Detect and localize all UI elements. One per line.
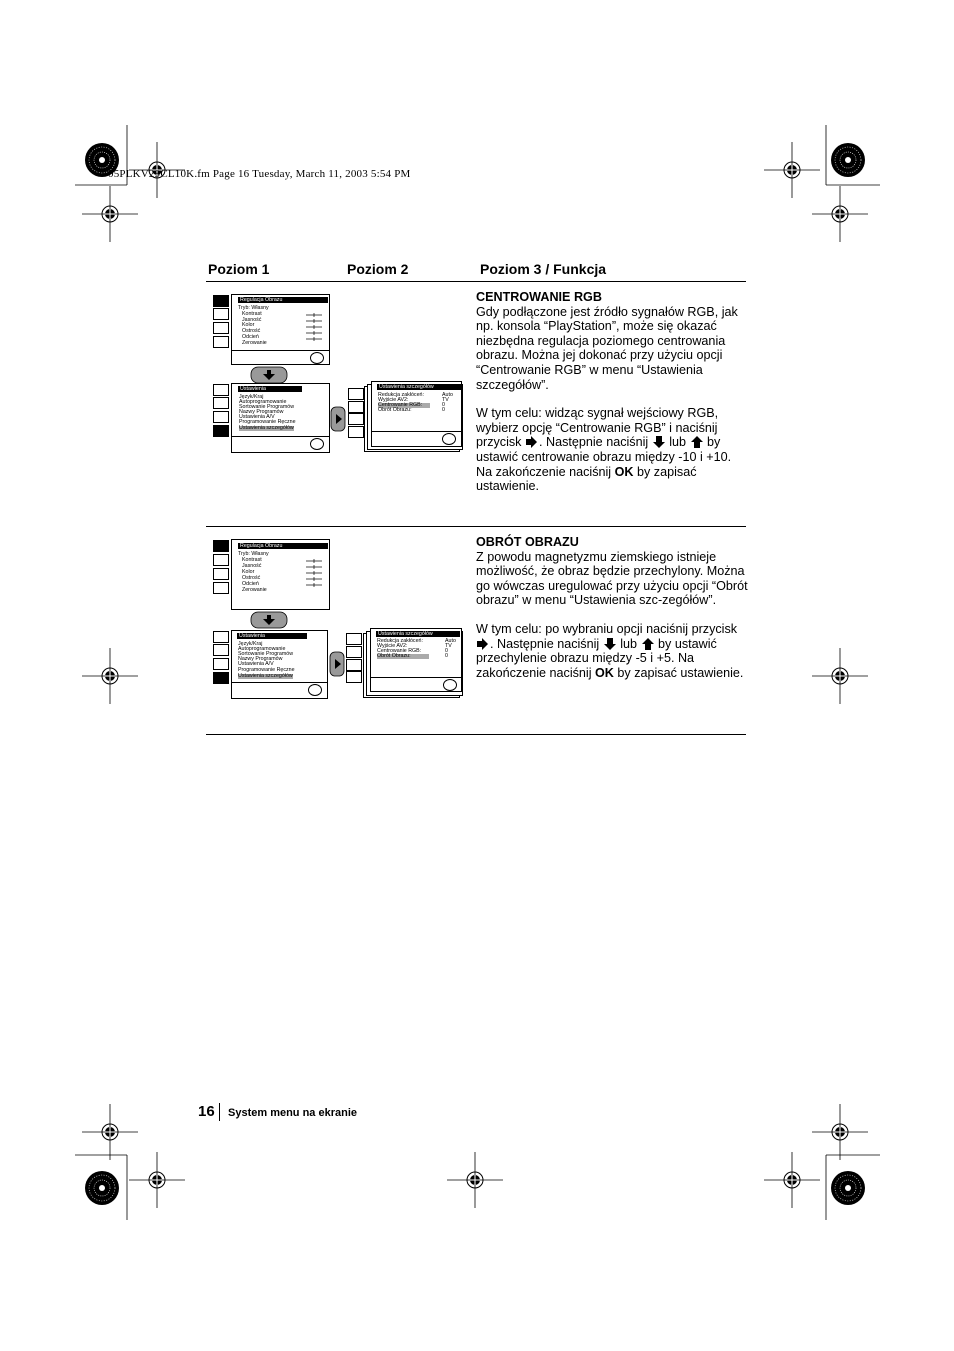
menu-item: Ostrość	[242, 575, 261, 581]
menu-item: Nazwy Programów	[239, 409, 284, 415]
picture-menu-icon	[213, 384, 229, 396]
ok-label: OK	[614, 464, 634, 479]
timer-menu-icon	[213, 568, 229, 580]
timer-menu-icon	[346, 659, 362, 671]
picture-menu-screen	[231, 539, 330, 610]
setup-menu-icon	[213, 672, 229, 684]
menu-item: Jasność	[242, 317, 262, 323]
arrow-right-icon	[476, 638, 490, 650]
detail-menu-screen	[371, 381, 462, 447]
menu-value: Auto	[442, 392, 453, 398]
menu-title: Ustawienia szczegółów	[376, 631, 460, 637]
menu-item: Programowanie Ręczne	[239, 419, 296, 425]
picture-menu-icon	[213, 540, 229, 552]
column-heading-level2: Poziom 2	[347, 261, 409, 277]
menu-item: Język/Kraj	[239, 394, 264, 400]
menu-title: Regulacja Obrazu	[238, 297, 328, 303]
menu-item: Ustawienia A/V	[239, 414, 275, 420]
menu-item: Język/Kraj	[238, 641, 263, 647]
setup-menu-screen	[231, 630, 328, 699]
setup-menu-icon	[346, 671, 362, 683]
section1-paragraph2	[476, 406, 748, 494]
arrow-right-icon	[525, 436, 539, 448]
footer-divider	[219, 1103, 220, 1121]
menu-item: Jasność	[242, 563, 262, 569]
setup-menu-icon	[213, 425, 229, 437]
text-fragment: . Następnie naciśnij	[538, 435, 649, 450]
menu-item: Kontrast	[242, 557, 262, 563]
section2-paragraph2	[476, 622, 748, 680]
menu-item: Obrót Obrazu:	[378, 407, 412, 413]
menu-item: Sortowanie Programów	[238, 651, 294, 657]
menu-value: TV	[442, 397, 449, 403]
menu-value: 0	[445, 648, 448, 654]
sound-menu-icon	[348, 401, 364, 413]
menu-item: Autoprogramowanie	[239, 399, 287, 405]
slider-bars	[304, 313, 324, 347]
arrow-down-icon	[603, 638, 617, 650]
menu-value: 0	[445, 653, 448, 659]
setup-menu-icon	[348, 426, 364, 438]
detail-menu-screen	[370, 628, 462, 692]
arrow-right-icon	[329, 651, 345, 677]
menu-item: Ostrość	[242, 328, 261, 334]
column-heading-level3: Poziom 3 / Funkcja	[480, 261, 607, 277]
sound-menu-icon	[213, 554, 229, 566]
column-heading-level1: Poziom 1	[208, 261, 270, 277]
section1-paragraph1: Gdy podłączone jest źródło sygnałów RGB, jak np. konsola “PlayStation”, może się okazać niezbędna regulacja poziomego centrowania obrazu. Można jej dokonać przy użyciu opcji “Centrowanie RGB” w menu “Ustawienia szczegółów”.	[476, 304, 738, 392]
menu-item: Redukcja zakłóceń:	[378, 392, 424, 398]
timer-menu-icon	[213, 658, 229, 670]
menu-item-selected: Centrowanie RGB:	[378, 403, 430, 408]
picture-menu-icon	[346, 633, 362, 645]
menu-item: Autoprogramowanie	[238, 646, 286, 652]
text-fragment: W tym celu: widząc sygnał wejściowy RGB, wybierz opcję “Centrowanie RGB” i naciśnij przycisk	[476, 406, 719, 450]
picture-menu-icon	[213, 295, 229, 307]
menu-title: Ustawienia szczegółów	[377, 384, 461, 390]
file-header: 05PLKV29CL10K.fm Page 16 Tuesday, March 11, 2003 5:54 PM	[108, 168, 411, 180]
setup-menu-screen	[231, 383, 330, 453]
arrow-up-icon	[641, 638, 655, 650]
menu-title: Ustawienia	[237, 633, 307, 639]
menu-value: Auto	[445, 638, 456, 644]
menu-title: Regulacja Obrazu	[238, 543, 328, 549]
menu-item: Kolor	[242, 322, 255, 328]
picture-menu-icon	[213, 631, 229, 643]
text-fragment: by zapisać ustawienie.	[617, 665, 744, 680]
section2-paragraph1: Z powodu magnetyzmu ziemskiego istnieje możliwość, że obraz będzie przechylony. Można go wówczas uregulować przy użyciu opcji “Obrót obrazu” w menu “Ustawienia szc-zegółów”.	[476, 549, 748, 608]
sound-menu-icon	[213, 644, 229, 656]
section-end-rule	[206, 734, 746, 735]
arrow-up-icon	[690, 436, 704, 448]
menu-item: Kolor	[242, 569, 255, 575]
menu-item: Sortowanie Programów	[239, 404, 295, 410]
menu-item: Wyjście AV2:	[378, 397, 409, 403]
setup-menu-icon	[213, 336, 229, 348]
sound-menu-icon	[213, 308, 229, 320]
menu-value: TV	[445, 643, 452, 649]
menu-item: Zerowanie	[242, 340, 267, 346]
menu-item: Ustawienia A/V	[238, 661, 274, 667]
menu-item: Odcień	[242, 581, 259, 587]
ok-button-icon	[442, 433, 456, 445]
arrow-right-icon	[330, 406, 346, 432]
ok-button-icon	[310, 438, 324, 450]
timer-menu-icon	[213, 322, 229, 334]
menu-item: Wyjście AV2:	[377, 643, 408, 649]
ok-button-icon	[443, 679, 457, 691]
text-fragment: lub	[669, 435, 687, 450]
menu-item: Tryb: Własny	[238, 305, 269, 311]
menu-item: Programowanie Ręczne	[238, 667, 295, 673]
text-fragment: . Następnie naciśnij	[490, 636, 600, 651]
text-fragment: by ustawić centrowanie obrazu między -10 i +10. Na zakończenie naciśnij	[476, 435, 732, 479]
ok-label: OK	[595, 665, 614, 680]
menu-item-selected: Obrót Obrazu:	[377, 654, 429, 659]
section-divider	[206, 526, 746, 527]
timer-menu-icon	[348, 413, 364, 425]
section1-text	[476, 290, 748, 494]
sound-menu-icon	[346, 646, 362, 658]
menu-item: Redukcja zakłóceń:	[377, 638, 423, 644]
menu-item: Kontrast	[242, 311, 262, 317]
menu-item: Odcień	[242, 334, 259, 340]
section2-title: OBRÓT OBRAZU	[476, 535, 579, 549]
arrow-down-icon	[250, 611, 288, 629]
footer-section-name: System menu na ekranie	[228, 1107, 358, 1119]
section1-title: CENTROWANIE RGB	[476, 290, 602, 304]
header-rule	[206, 281, 746, 282]
picture-menu-screen	[231, 294, 330, 365]
picture-menu-icon	[348, 388, 364, 400]
ok-button-icon	[310, 352, 324, 364]
text-fragment: by ustawić przechylenie obrazu między -5 i +5. Na zakończenie naciśnij	[476, 636, 717, 680]
menu-item: Centrowanie RGB:	[377, 648, 422, 654]
sound-menu-icon	[213, 397, 229, 409]
setup-menu-icon	[213, 582, 229, 594]
menu-title: Ustawienia	[238, 386, 302, 392]
page-number: 16	[198, 1103, 215, 1120]
arrow-down-icon	[250, 366, 288, 384]
text-fragment: lub	[620, 636, 638, 651]
menu-value: 0	[442, 407, 445, 413]
menu-item-selected: Ustawienia szczegółów	[238, 673, 293, 679]
menu-item-selected: Ustawienia szczegółów	[239, 425, 294, 431]
menu-item: Zerowanie	[242, 587, 267, 593]
timer-menu-icon	[213, 411, 229, 423]
text-fragment: W tym celu: po wybraniu opcji naciśnij przycisk	[476, 621, 738, 636]
section2-text	[476, 535, 748, 680]
menu-item: Nazwy Programów	[238, 656, 283, 662]
arrow-down-icon	[652, 436, 666, 448]
slider-bars	[304, 559, 324, 593]
ok-button-icon	[308, 684, 322, 696]
menu-item: Tryb: Własny	[238, 551, 269, 557]
text-fragment: by zapisać ustawienie.	[476, 464, 697, 494]
menu-value: 0	[442, 402, 445, 408]
